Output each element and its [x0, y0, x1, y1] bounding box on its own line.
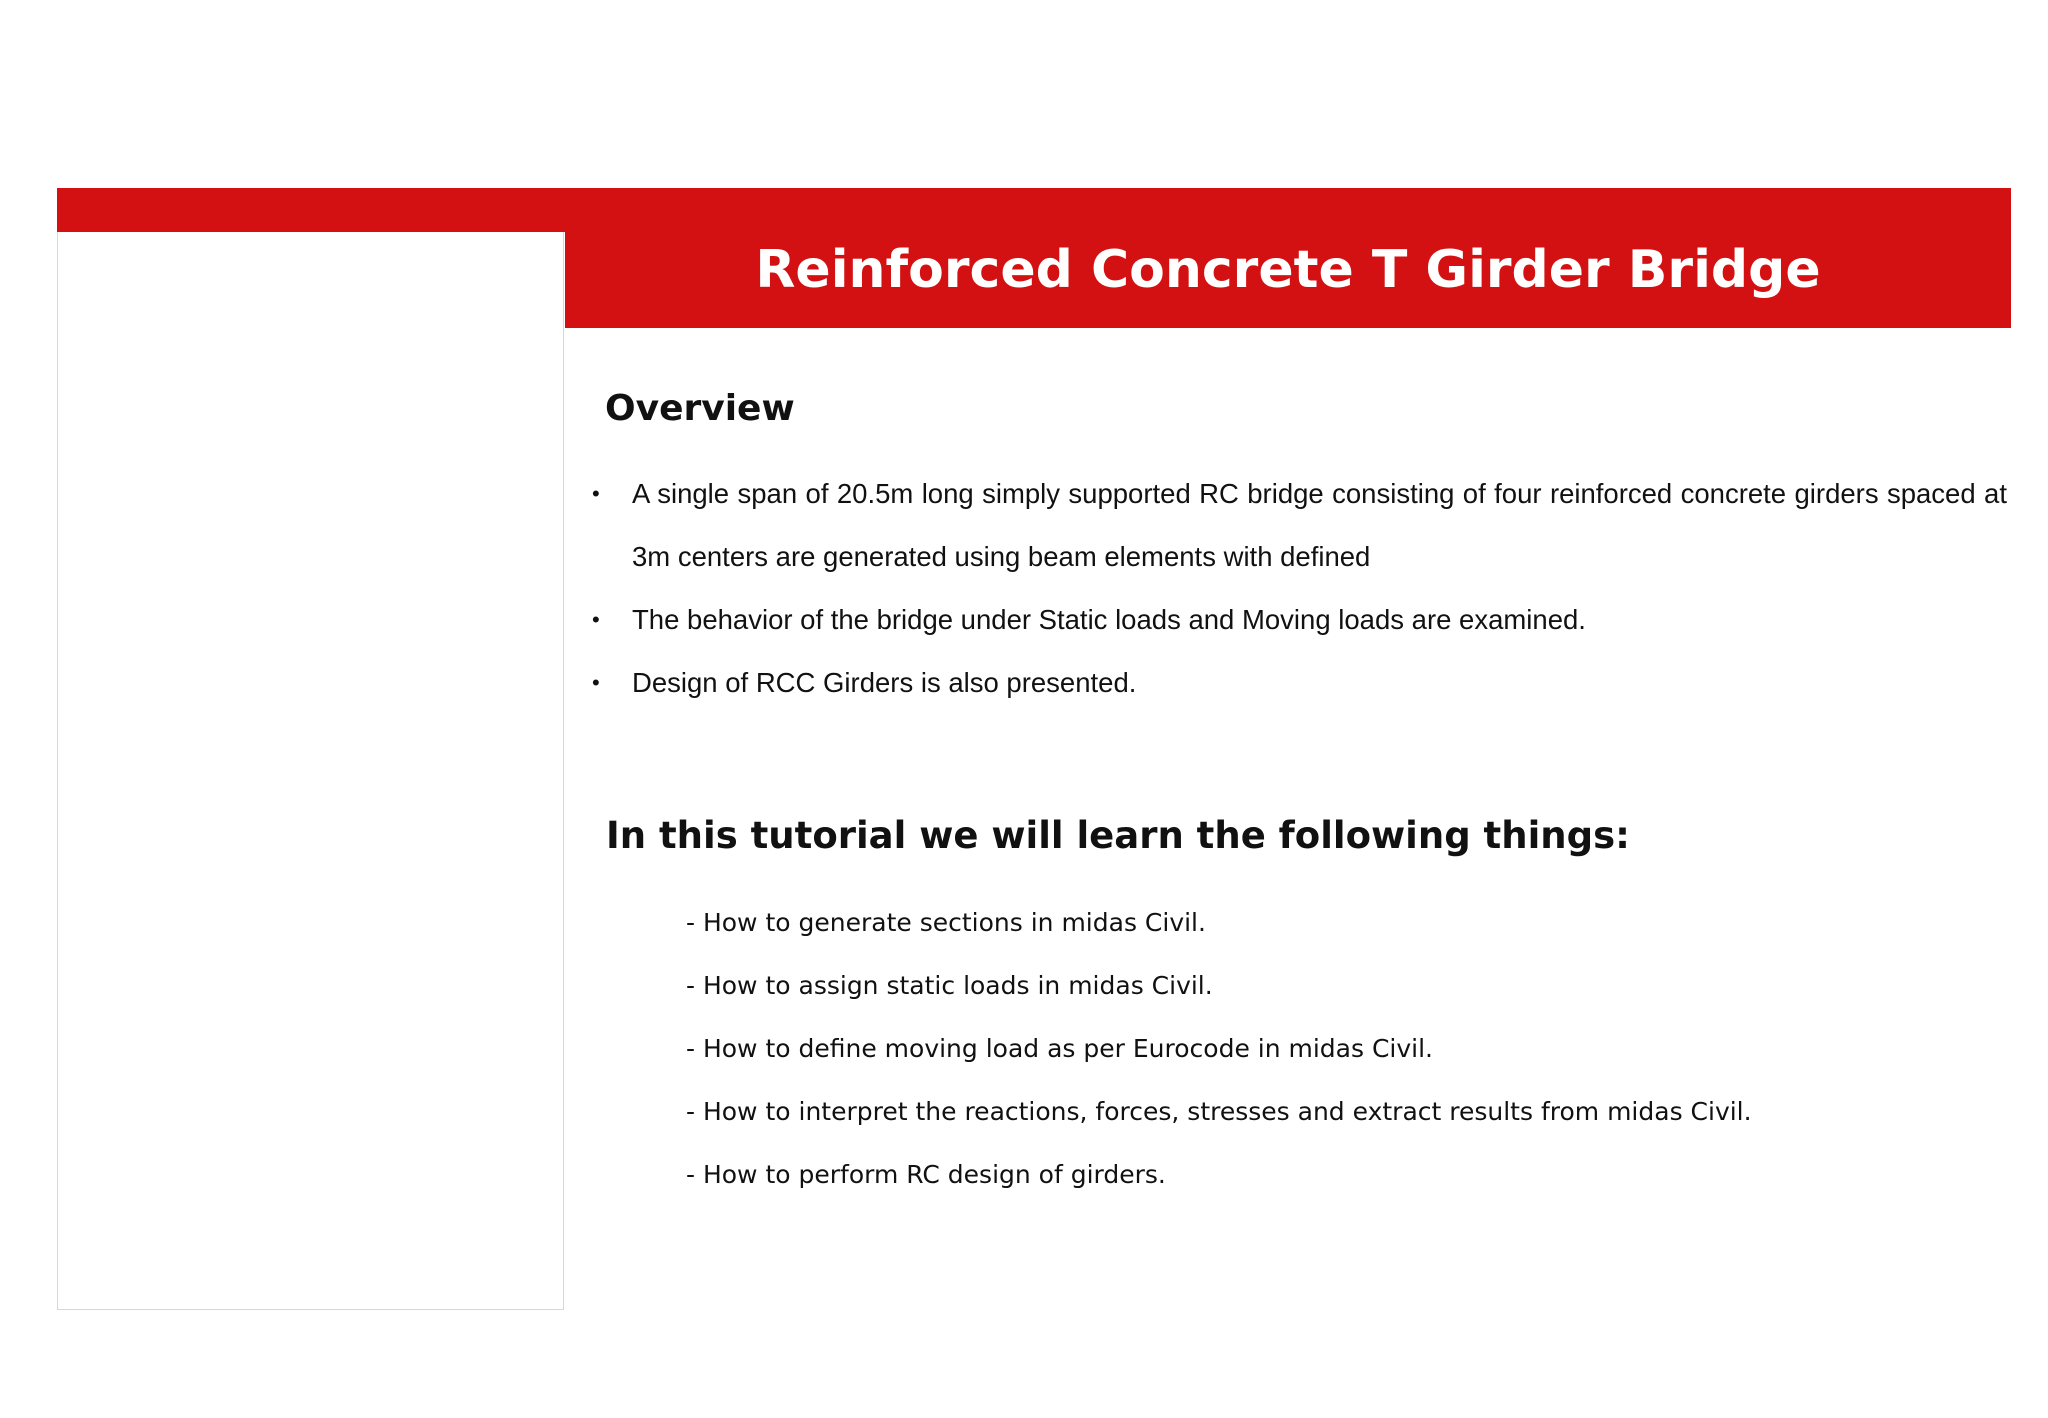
bullet-icon: •	[592, 481, 600, 506]
tutorial-item: - How to assign static loads in midas Civil.	[686, 971, 1213, 1000]
slide-title: Reinforced Concrete T Girder Bridge	[755, 240, 1821, 300]
bullet-icon: •	[592, 670, 600, 695]
overview-bullet	[592, 651, 2007, 714]
title-band	[565, 188, 2011, 328]
overview-bullet-list	[592, 462, 2007, 714]
tutorial-item: - How to generate sections in midas Civil.	[686, 908, 1206, 937]
tutorial-item: - How to define moving load as per Eurocode in midas Civil.	[686, 1034, 1433, 1063]
tutorial-item: - How to perform RC design of girders.	[686, 1160, 1166, 1189]
side-image-panel	[57, 232, 564, 1310]
overview-bullet-text: The behavior of the bridge under Static loads and Moving loads are examined.	[632, 604, 1586, 635]
overview-bullet	[592, 588, 2007, 651]
overview-bullet-text: A single span of 20.5m long simply supported RC bridge consisting of four reinforced concrete girders spaced at 3m centers are generated using beam elements with defined	[632, 478, 2007, 572]
tutorial-item-list	[686, 891, 1752, 1206]
overview-bullet-text: Design of RCC Girders is also presented.	[632, 667, 1137, 698]
bullet-icon: •	[592, 607, 600, 632]
tutorial-heading: In this tutorial we will learn the following things:	[606, 814, 1630, 857]
overview-heading: Overview	[605, 388, 795, 429]
overview-bullet	[592, 462, 2007, 588]
tutorial-item: - How to interpret the reactions, forces, stresses and extract results from midas Civil.	[686, 1097, 1752, 1126]
